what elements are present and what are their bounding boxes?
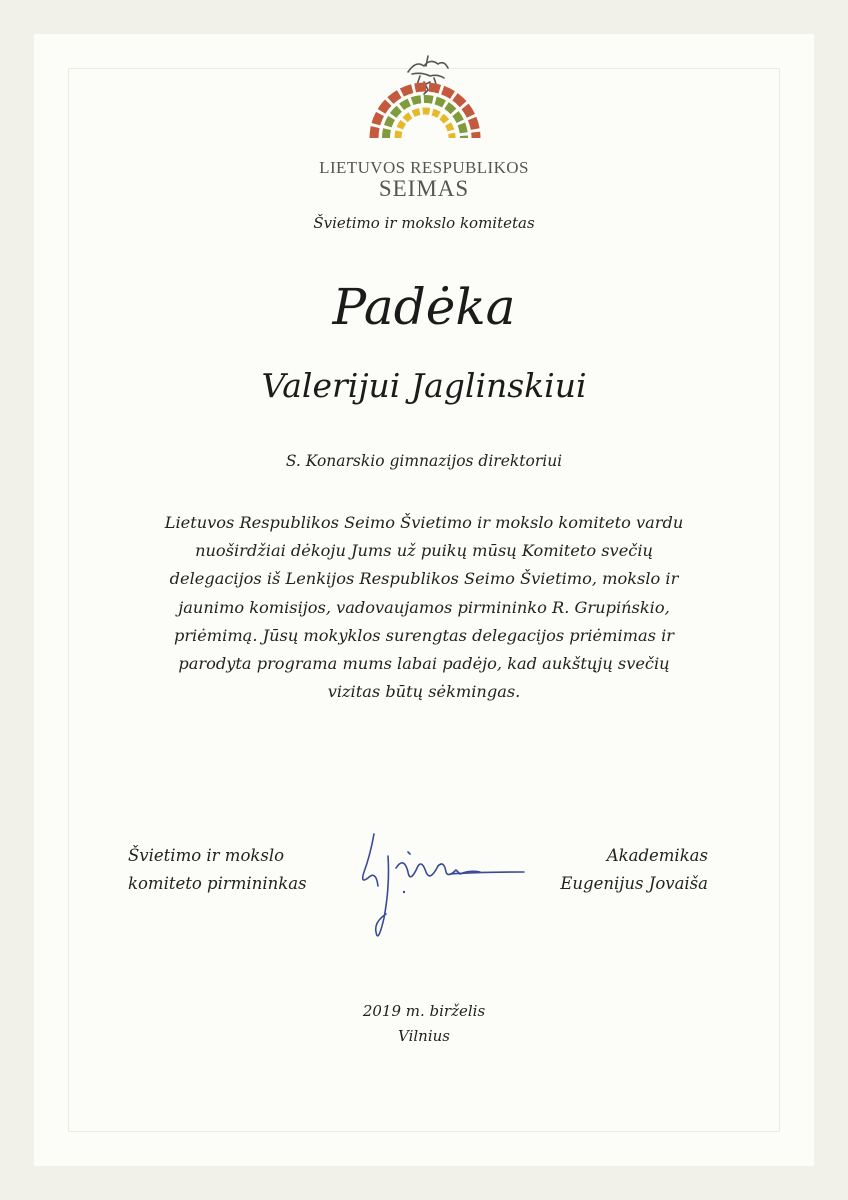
signatory-role-line: Švietimo ir mokslo (128, 846, 285, 865)
seimas-emblem-icon (364, 52, 486, 144)
signatory-role-line: komiteto pirmininkas (128, 874, 307, 893)
issue-date: 2019 m. birželis (362, 1002, 486, 1020)
body-line: jaunimo komisijos, vadovaujamos pirmininko R. Grupińskio, (178, 597, 670, 617)
signatory-name-line: Akademikas (606, 846, 708, 865)
certificate-title: Padėka (332, 278, 516, 336)
signatory-name-line: Eugenijus Jovaiša (560, 874, 708, 893)
recipient-name: Valerijui Jaglinskiui (261, 366, 587, 405)
body-paragraph (120, 509, 728, 706)
body-line: delegacijos iš Lenkijos Respublikos Seimo Švietimo, mokslo ir (169, 569, 679, 589)
body-line: priėmimą. Jūsų mokyklos surengtas delegacijos priėmimas ir (173, 625, 675, 645)
recipient-position: S. Konarskio gimnazijos direktoriui (285, 452, 563, 470)
institution-name-line2: SEIMAS (378, 176, 470, 201)
committee-name: Švietimo ir mokslo komitetas (313, 214, 535, 232)
handwritten-signature-icon (348, 826, 538, 956)
issue-place: Vilnius (398, 1027, 450, 1045)
body-line: vizitas būtų sėkmingas. (327, 682, 521, 702)
body-line: nuoširdžiai dėkoju Jums už puikų mūsų Komiteto svečių (195, 541, 653, 561)
signatory-name (560, 842, 708, 898)
body-line: parodyta programa mums labai padėjo, kad aukštųjų svečių (178, 654, 670, 674)
body-line: Lietuvos Respublikos Seimo Švietimo ir mokslo komiteto vardu (164, 513, 684, 532)
institution-name-line1: LIETUVOS RESPUBLIKOS (319, 158, 529, 177)
signatory-role (128, 842, 307, 898)
